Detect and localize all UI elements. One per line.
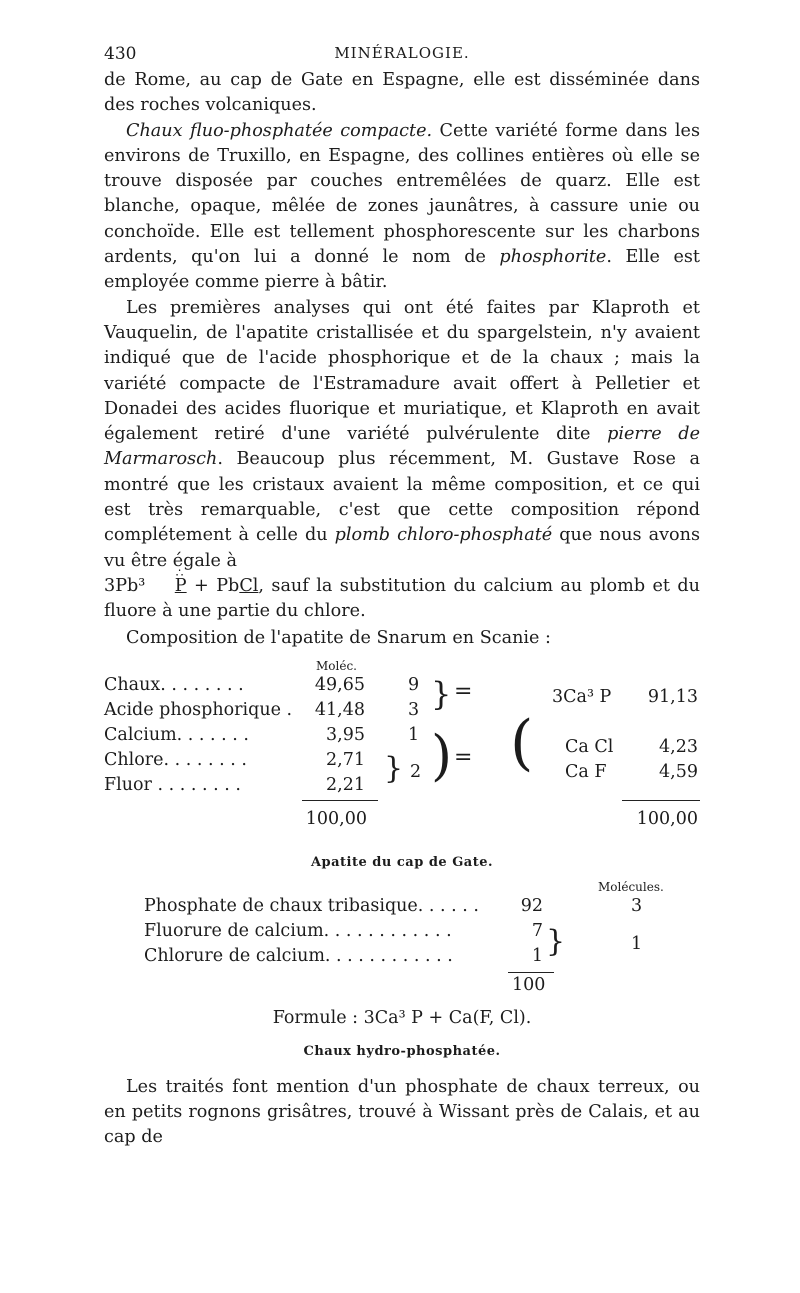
row-value: 2,21 xyxy=(326,774,365,795)
row-name: Phosphate de chaux tribasique. . . . . . xyxy=(144,895,479,916)
equals-sign: = xyxy=(454,744,473,770)
right-formula: Ca Cl xyxy=(565,736,614,757)
right-formula: Ca F xyxy=(565,761,607,782)
composition-table-snarum xyxy=(104,658,700,851)
brace-icon: } xyxy=(431,674,452,713)
equals-sign: = xyxy=(454,678,473,704)
row-name: Fluor . . . . . . . . xyxy=(104,774,241,795)
row-value: 2,71 xyxy=(326,749,365,770)
row-molec: 2 xyxy=(410,761,422,782)
right-value: 4,59 xyxy=(659,761,698,782)
row-molec: 9 xyxy=(408,674,420,695)
row-name: Chlore. . . . . . . . xyxy=(104,749,247,770)
sum-rule xyxy=(302,800,378,801)
row-name: Fluorure de calcium. . . . . . . . . . . . xyxy=(144,920,452,941)
row-value: 92 xyxy=(520,895,543,916)
formula-label: Formule : xyxy=(272,1007,359,1028)
composition-table-gate xyxy=(104,880,700,994)
row-value: 3,95 xyxy=(326,724,365,745)
formula: 3Ca³ P + Ca(F, Cl). xyxy=(363,1007,532,1028)
paragraph-3: Les premières analyses qui ont été faites par Klaproth et Vauquelin, de l'apatite cristallisée et du spargelstein, n'y avaient indiqué que de l'acide phosphorique et de la chaux ; mais la variété compacte de l'Estramadure avait offert à Pelletier et Donadei des acides fluorique et muriatique, et Klaproth en avait également retiré d'une variété pulvérulente dite pierre de Marmarosch. Beaucoup plus récemment, M. Gustave Rose a montré que les cristaux avaient la même composition, et ce qui est très remarquable, c'est que cette composition répond complétement à celle du plomb chloro-phosphaté que nous avons vu être égale à 3Pb³ ∴ P + PbCl, sauf la substitution du calcium au plomb et du fluore à une partie du chlore. xyxy=(104,296,700,625)
row-value: 41,48 xyxy=(314,699,365,720)
brace-icon: } xyxy=(384,750,404,786)
row-molec: 3 xyxy=(631,895,643,916)
row-name: Chaux. . . . . . . . xyxy=(104,674,244,695)
right-formula: 3Ca³ P xyxy=(552,686,612,707)
section-title-hydro: Chaux hydro-phosphatée. xyxy=(303,1043,501,1059)
term-phosphorite: phosphorite xyxy=(499,247,607,268)
total-right: 100,00 xyxy=(636,808,698,829)
section-title-gate: Apatite du cap de Gate. xyxy=(310,854,494,870)
brace-icon: ) xyxy=(431,723,453,787)
formula-line xyxy=(104,1008,700,1028)
term-marmarosch: pierre de Marmarosch xyxy=(104,424,700,470)
running-title: MINÉRALOGIE. xyxy=(334,44,470,62)
sum-rule xyxy=(508,972,554,973)
row-name: Chlorure de calcium. . . . . . . . . . . . xyxy=(144,945,453,966)
page xyxy=(104,44,700,1151)
row-molec: 1 xyxy=(408,724,420,745)
paragraph-1: de Rome, au cap de Gate en Espagne, elle est disséminée dans des roches volcaniques. xyxy=(104,70,700,116)
brace-icon: ( xyxy=(510,707,534,778)
inline-formula: 3Pb³ ∴ P + PbCl xyxy=(104,576,258,596)
row-value: 7 xyxy=(531,920,543,941)
row-value: 49,65 xyxy=(314,674,365,695)
row-name: Calcium. . . . . . . xyxy=(104,724,249,745)
running-header xyxy=(104,44,700,68)
col-header-molec: Moléc. xyxy=(316,658,357,673)
col-header-molecules: Molécules. xyxy=(598,879,664,894)
right-value: 91,13 xyxy=(647,686,698,707)
total-left: 100,00 xyxy=(305,808,367,829)
paragraph-2: Chaux fluo-phosphatée compacte. Cette variété forme dans les environs de Truxillo, en Espagne, des collines entières où elle se trouve disposée par couches entremêlées de quarz. Elle est blanche, opaque, mêlée de zones jaunâtres, à cassure unie ou conchoïde. Elle est tellement phosphorescente sur les charbons ardents, qu'on lui a donné le nom de phosphorite. Elle est employée comme pierre à bâtir. xyxy=(104,120,700,293)
brace-icon: } xyxy=(546,923,566,959)
paragraph-hydro: Les traités font mention d'un phosphate de chaux terreux, ou en petits rognons grisâtres, trouvé à Wissant près de Calais, et au cap de xyxy=(104,1076,700,1148)
total: 100 xyxy=(512,974,546,995)
row-name: Acide phosphorique . xyxy=(104,699,293,720)
term-plomb: plomb chloro-phosphaté xyxy=(334,525,553,546)
row-molec: 3 xyxy=(408,699,420,720)
table1-caption: Composition de l'apatite de Snarum en Scanie : xyxy=(126,627,551,648)
right-value: 4,23 xyxy=(659,736,698,757)
row-molec: 1 xyxy=(631,933,643,954)
page-number: 430 xyxy=(104,44,137,64)
variety-title: Chaux fluo-phosphatée compacte. xyxy=(126,120,433,141)
sum-rule xyxy=(622,800,700,801)
row-value: 1 xyxy=(531,945,543,966)
